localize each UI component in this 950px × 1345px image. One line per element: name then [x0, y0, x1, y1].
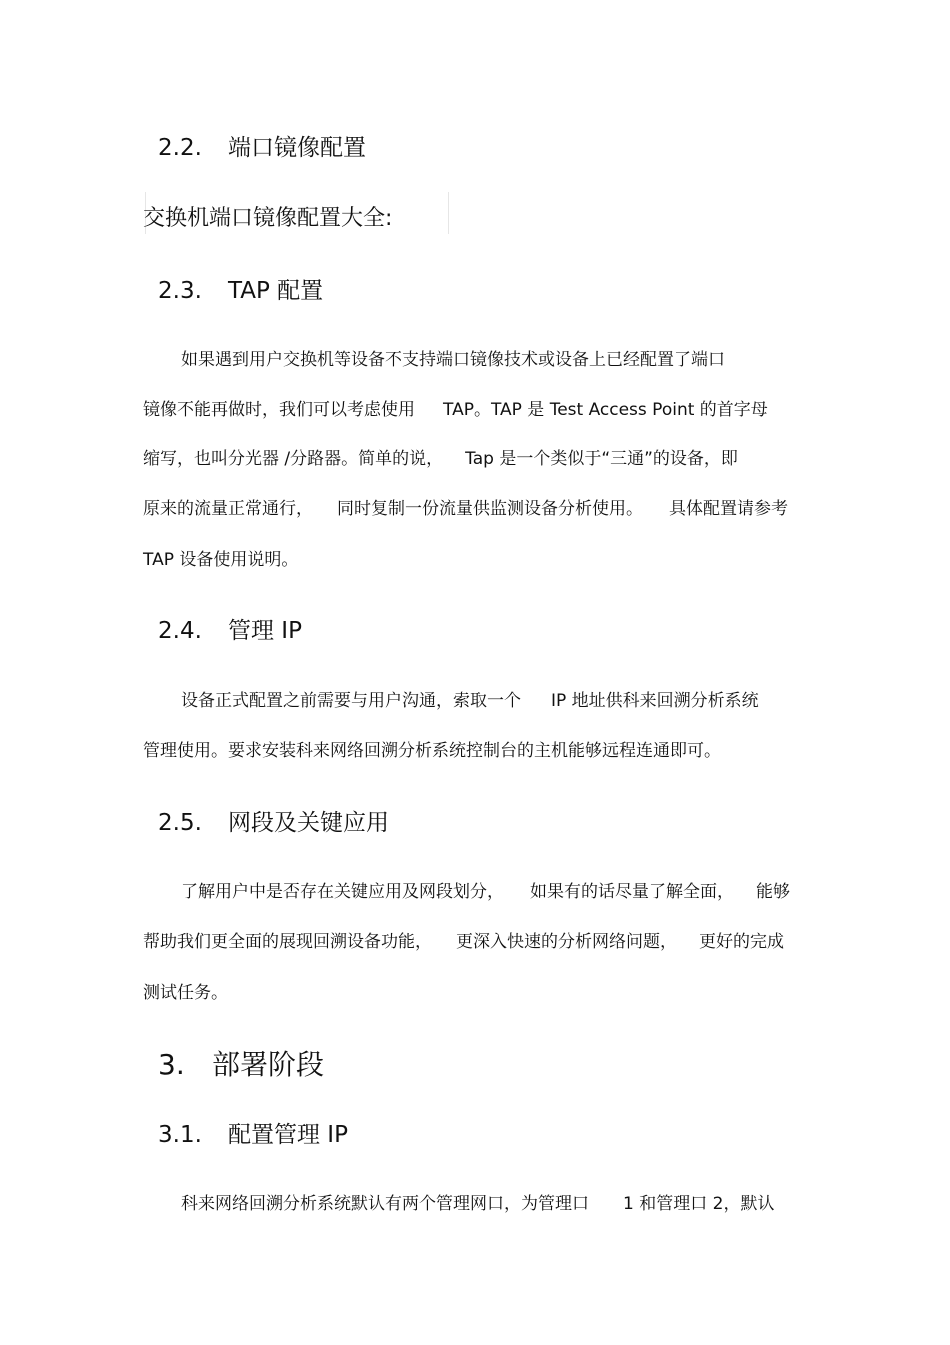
paragraph-line: 管理使用。要求安装科来网络回溯分析系统控制台的主机能够远程连通即可。	[143, 741, 721, 761]
heading-number: 3.1.	[158, 1122, 202, 1148]
heading-number: 2.4.	[158, 618, 202, 644]
heading-number: 2.5.	[158, 810, 202, 836]
heading-2-3	[158, 272, 323, 305]
heading-3-1	[158, 1116, 348, 1149]
heading-title: TAP 配置	[228, 278, 324, 304]
paragraph-line: 镜像不能再做时，我们可以考虑使用 TAP。TAP 是 Test Access Point 的首字母	[143, 400, 768, 420]
heading-title: 部署阶段	[212, 1048, 325, 1081]
paragraph-line: TAP 设备使用说明。	[143, 550, 299, 570]
heading-2-2	[158, 129, 366, 162]
heading-number: 2.2.	[158, 135, 202, 161]
paragraph-line: 帮助我们更全面的展现回溯设备功能， 更深入快速的分析网络问题， 更好的完成	[143, 932, 784, 952]
heading-number: 2.3.	[158, 278, 202, 304]
text-box-right-border	[448, 192, 449, 234]
heading-title: 配置管理 IP	[228, 1122, 348, 1148]
paragraph-line: 设备正式配置之前需要与用户沟通，索取一个 IP 地址供科来回溯分析系统	[181, 691, 759, 711]
heading-title: 网段及关键应用	[228, 810, 389, 836]
mirror-config-intro: 交换机端口镜像配置大全:	[143, 206, 393, 231]
paragraph-line: 如果遇到用户交换机等设备不支持端口镜像技术或设备上已经配置了端口	[181, 350, 725, 370]
heading-3	[158, 1043, 324, 1083]
paragraph-line: 缩写，也叫分光器 /分路器。简单的说， Tap 是一个类似于“三通”的设备，即	[143, 449, 738, 469]
paragraph-line: 测试任务。	[143, 983, 228, 1003]
paragraph-line: 原来的流量正常通行， 同时复制一份流量供监测设备分析使用。 具体配置请参考	[143, 499, 788, 519]
paragraph-line: 了解用户中是否存在关键应用及网段划分， 如果有的话尽量了解全面， 能够	[181, 882, 790, 902]
paragraph-line: 科来网络回溯分析系统默认有两个管理网口，为管理口 1 和管理口 2，默认	[181, 1194, 775, 1214]
heading-2-5	[158, 804, 389, 837]
heading-number: 3.	[158, 1048, 185, 1081]
heading-2-4	[158, 612, 302, 645]
heading-title: 端口镜像配置	[228, 135, 366, 161]
heading-title: 管理 IP	[228, 618, 302, 644]
